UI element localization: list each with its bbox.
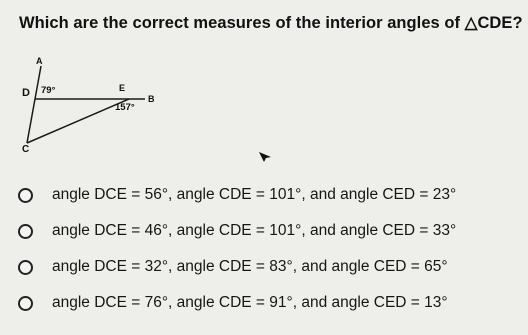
point-label-d: D — [22, 87, 30, 99]
radio-button-2[interactable] — [18, 224, 33, 239]
segment-ac — [27, 66, 41, 143]
answer-option-3[interactable] — [18, 249, 523, 285]
answer-option-label: angle DCE = 76°, angle CDE = 91°, and angle CED = 13° — [52, 294, 448, 311]
answer-option-label: angle DCE = 46°, angle CDE = 101°, and angle CED = 33° — [52, 222, 457, 239]
point-label-b: B — [148, 94, 155, 104]
segment-ce — [27, 99, 129, 143]
answer-option-label: angle DCE = 32°, angle CDE = 83°, and angle CED = 65° — [52, 258, 448, 275]
answer-option-label: angle DCE = 56°, angle CDE = 101°, and angle CED = 23° — [52, 186, 457, 203]
answer-option-4[interactable] — [18, 285, 523, 321]
answer-option-1[interactable] — [18, 177, 523, 213]
point-label-e: E — [119, 83, 126, 93]
radio-button-1[interactable] — [18, 188, 33, 203]
triangle-figure — [0, 0, 170, 165]
radio-button-3[interactable] — [18, 260, 33, 275]
answer-options — [18, 177, 523, 321]
point-label-c: C — [22, 144, 30, 155]
point-label-a: A — [36, 56, 43, 66]
radio-button-4[interactable] — [18, 296, 33, 311]
answer-option-2[interactable] — [18, 213, 523, 249]
question-text: Which are the correct measures of the interior angles of △CDE? — [19, 14, 523, 32]
angle-label-e: 157° — [115, 102, 135, 113]
mouse-cursor-icon — [258, 151, 272, 163]
angle-label-d: 79° — [41, 85, 56, 96]
